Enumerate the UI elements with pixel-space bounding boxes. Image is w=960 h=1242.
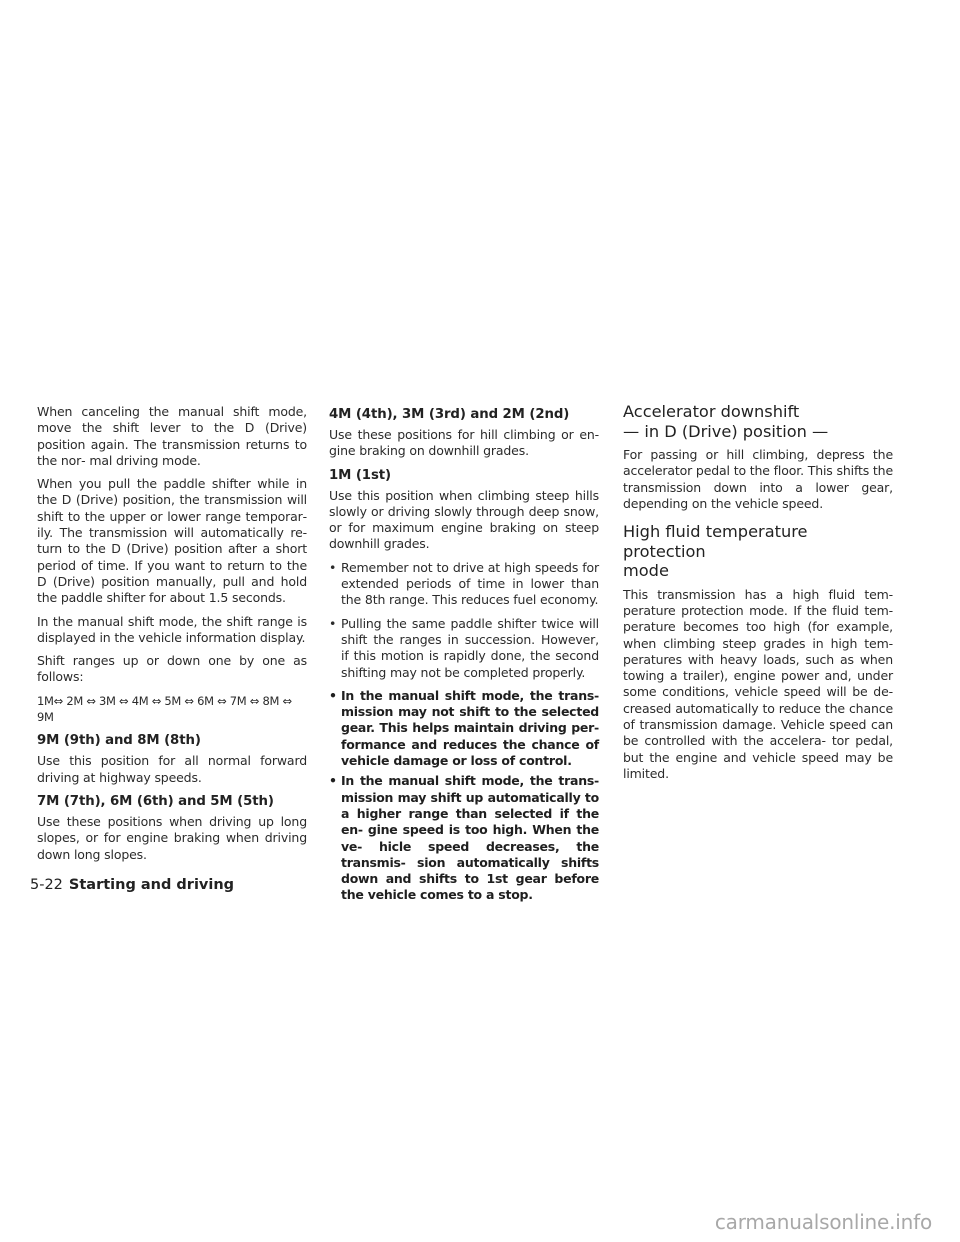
heading-4m-3m-2m: 4M (4th), 3M (3rd) and 2M (2nd) (329, 407, 570, 422)
paragraph-9m-8m: Use this position for all normal forward driving at highway speeds. (37, 753, 307, 785)
column-right (623, 402, 893, 789)
bullet-dot: • (329, 773, 337, 789)
paragraph-shift-ranges-intro: Shift ranges up or down one by one as follows: (37, 653, 307, 685)
bullet-dot: • (329, 687, 337, 703)
heading-9m-8m: 9M (9th) and 8M (8th) (37, 733, 201, 749)
heading-high-fluid-temperature: High fluid temperature protection mode (623, 522, 808, 581)
bullet-dot: • (329, 559, 337, 575)
column-middle (329, 404, 599, 908)
paragraph-shift-range-display: In the manual shift mode, the shift range is displayed in the vehicle information display. (37, 613, 307, 645)
paragraph-high-fluid-temperature: This transmission has a high fluid tem‑ perature protection mode. If the fluid tem‑ perature becomes too high (for example, when climbing steep grades in high tem‑ peratures with heavy loads, such as when towing a trailer), engine power and, under some conditions, vehicle speed will be de‑ creased automatically to reduce the chance of transmission damage. Vehicle speed can be controlled with the accelera‑ tor pedal, but the engine and vehicle speed may be limited. (623, 586, 893, 781)
paragraph-cancel-manual-mode: When canceling the manual shift mode, move the shift lever to the D (Drive) position again. The transmission returns to the nor‑ mal driving mode. (37, 404, 307, 468)
heading-accelerator-downshift: Accelerator downshift — in D (Drive) position — (623, 402, 829, 441)
heading-1m: 1M (1st) (329, 467, 391, 483)
bullet-item: • Pulling the same paddle shifter twice will shift the ranges in succession. However, if this motion is rapidly done, the second shifting may not be completed properly. (329, 615, 599, 680)
page-number: 5-22 (30, 877, 63, 893)
bullet-item-warning: • In the manual shift mode, the trans‑ mission may not shift to the selected gear. This helps maintain driving per‑ formance and reduces the chance of vehicle damage or loss of control. (329, 687, 599, 769)
caution-bullet-list (329, 560, 599, 904)
bullet-item-warning: • In the manual shift mode, the trans‑ mission may shift up automatically to a higher range than selected if the en‑ gine speed is too high. When the ve‑ hicle speed decreases, the transmis‑ sion automatically shifts down and shifts to 1st gear before the vehicle comes to a stop. (329, 773, 599, 903)
paragraph-7m-6m-5m: Use these positions when driving up long slopes, or for engine braking when driving down long slopes. (37, 813, 307, 862)
paragraph-4m-3m-2m: Use these positions for hill climbing or en‑ gine braking on downhill grades. (329, 427, 599, 459)
shift-range-sequence: 1M⇔ 2M ⇔ 3M ⇔ 4M ⇔ 5M ⇔ 6M ⇔ 7M ⇔ 8M ⇔ 9M (37, 693, 292, 725)
paragraph-paddle-shifter: When you pull the paddle shifter while in the D (Drive) position, the transmission will shift to the upper or lower range temporar‑ ily. The transmission will automatically re‑ turn to the D (Drive) position after a short period of time. If you want to return to the D (Drive) position manually, pull and hold the paddle shifter for about 1.5 seconds. (37, 476, 307, 606)
column-left (37, 404, 307, 870)
watermark: carmanualsonline.info (714, 1210, 932, 1234)
bullet-item: • Remember not to drive at high speeds for extended periods of time in lower than the 8th range. This reduces fuel economy. (329, 559, 599, 608)
heading-7m-6m-5m: 7M (7th), 6M (6th) and 5M (5th) (37, 793, 274, 809)
paragraph-accelerator-downshift: For passing or hill climbing, depress the accelerator pedal to the floor. This shifts the transmission down into a lower gear, depending on the vehicle speed. (623, 447, 893, 511)
bullet-dot: • (329, 615, 337, 631)
page-footer (30, 876, 234, 894)
paragraph-1m: Use this position when climbing steep hills slowly or driving slowly through deep snow, or for maximum engine braking on steep downhill grades. (329, 487, 599, 552)
chapter-title: Starting and driving (68, 877, 235, 893)
